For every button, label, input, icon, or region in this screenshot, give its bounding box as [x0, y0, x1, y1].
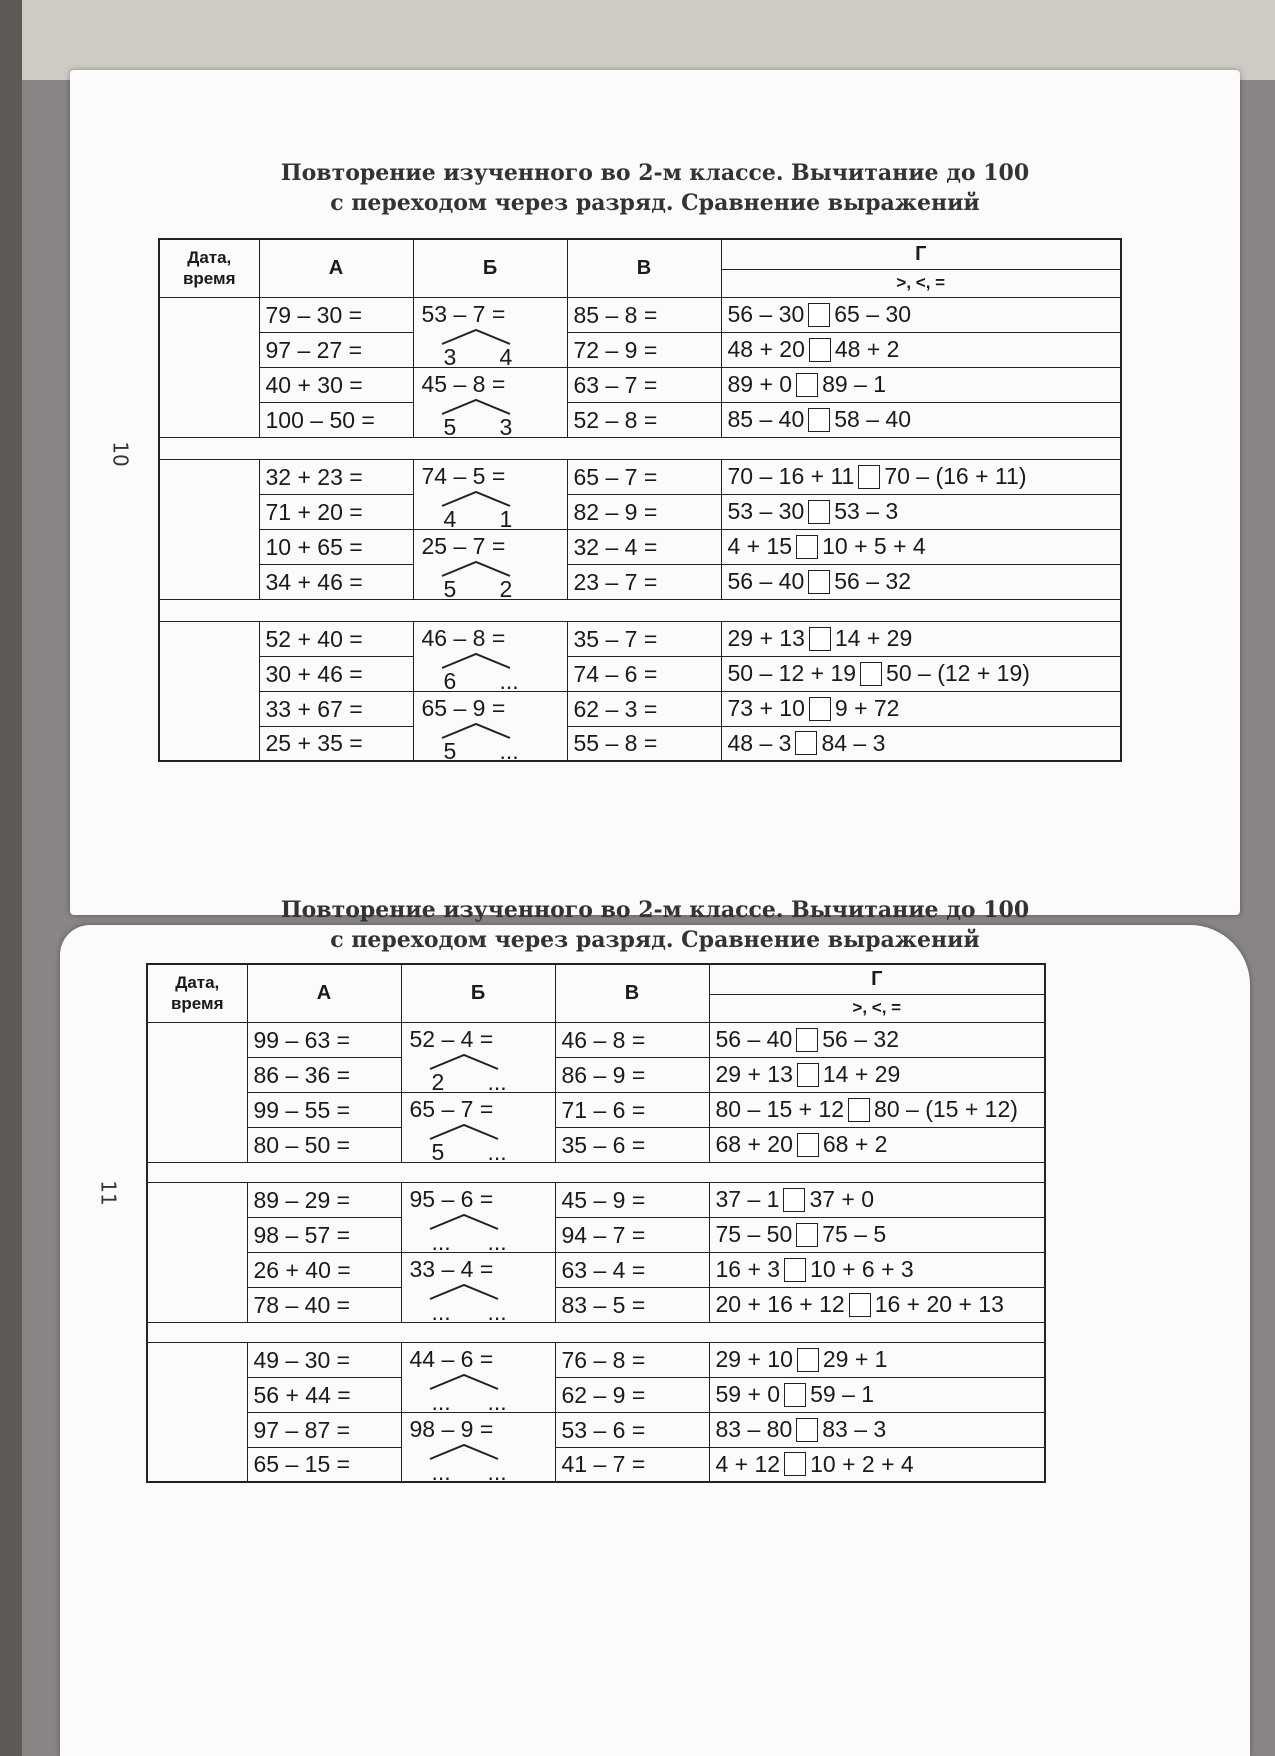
exercise-g-compare: [721, 691, 1121, 726]
comparison-answer-box[interactable]: [809, 627, 831, 651]
decomposition-right: ...: [499, 737, 519, 764]
comparison-left: 37 – 1: [715, 1186, 780, 1212]
exercise-b-decomposition[interactable]: [401, 1342, 555, 1415]
header-col-a: А: [247, 964, 401, 1022]
exercise-b-expression: 53 – 7 =: [421, 300, 506, 327]
exercise-g-compare: [721, 656, 1121, 691]
comparison-answer-box[interactable]: [784, 1452, 806, 1476]
header-col-g: Г: [709, 964, 1045, 994]
exercise-a[interactable]: 33 + 67 =: [259, 691, 413, 726]
header-date-label: Дата,: [187, 248, 232, 268]
table-row: [147, 1377, 1045, 1412]
exercise-a[interactable]: 56 + 44 =: [247, 1377, 401, 1412]
exercise-b-expression: 74 – 5 =: [421, 462, 506, 489]
decomposition-right: ...: [487, 1298, 507, 1325]
table-row: [147, 1057, 1045, 1092]
exercise-v[interactable]: 65 – 7 =: [567, 459, 721, 494]
decomposition-left: 5: [443, 575, 457, 602]
comparison: [716, 1131, 1045, 1158]
comparison-answer-box[interactable]: [848, 1098, 870, 1122]
comparison: [728, 301, 1121, 328]
comparison-answer-box[interactable]: [784, 1383, 806, 1407]
exercise-v[interactable]: 55 – 8 =: [567, 726, 721, 761]
exercise-v[interactable]: 62 – 9 =: [555, 1377, 709, 1412]
exercise-a[interactable]: 65 – 15 =: [247, 1447, 401, 1482]
header-time-label: время: [182, 269, 236, 289]
comparison-right: 10 + 6 + 3: [810, 1256, 914, 1282]
comparison: [716, 1291, 1045, 1318]
table-row: [159, 656, 1121, 691]
decomposition-left: 6: [443, 667, 457, 694]
table-row: [159, 621, 1121, 656]
exercise-b-expression: 65 – 9 =: [421, 694, 506, 721]
exercise-v[interactable]: 45 – 9 =: [555, 1182, 709, 1217]
table-row: [147, 1342, 1045, 1377]
comparison-right: 56 – 32: [834, 568, 911, 594]
decomposition-right: 2: [499, 575, 513, 602]
exercise-g-compare: [721, 332, 1121, 367]
page-10: [70, 70, 1240, 915]
comparison-left: 16 + 3: [715, 1256, 781, 1282]
exercise-g-compare: [709, 1217, 1045, 1252]
title-line-2: с переходом через разряд. Сравнение выражений: [330, 190, 980, 216]
comparison-left: 85 – 40: [727, 406, 805, 432]
table-row: [147, 1447, 1045, 1482]
table-row: [147, 1412, 1045, 1447]
exercise-b-decomposition[interactable]: [401, 1022, 555, 1095]
comparison: [728, 406, 1121, 433]
book-spine-edge: [0, 0, 22, 1756]
table-row: [147, 1252, 1045, 1287]
exercise-v[interactable]: 63 – 4 =: [555, 1252, 709, 1287]
block-separator: [147, 1162, 1045, 1182]
comparison: [716, 1256, 1045, 1283]
comparison-left: 56 – 40: [715, 1026, 793, 1052]
exercise-a[interactable]: 86 – 36 =: [247, 1057, 401, 1092]
comparison-right: 58 – 40: [834, 406, 911, 432]
comparison-left: 75 – 50: [715, 1221, 793, 1247]
comparison: [716, 1186, 1045, 1213]
exercise-a[interactable]: 40 + 30 =: [259, 367, 413, 402]
date-time-cell[interactable]: [147, 1182, 247, 1322]
comparison-answer-box[interactable]: [796, 1028, 818, 1052]
exercise-g-compare: [721, 726, 1121, 761]
exercise-a[interactable]: 25 + 35 =: [259, 726, 413, 761]
exercise-g-compare: [709, 1022, 1045, 1057]
exercise-b-expression: 44 – 6 =: [409, 1345, 494, 1372]
header-col-v: В: [555, 964, 709, 1022]
date-time-cell[interactable]: [159, 621, 259, 761]
exercise-a[interactable]: 49 – 30 =: [247, 1342, 401, 1377]
exercise-v[interactable]: 71 – 6 =: [555, 1092, 709, 1127]
header-col-b: Б: [401, 964, 555, 1022]
exercise-g-compare: [709, 1182, 1045, 1217]
exercise-table: [158, 238, 1122, 762]
comparison-left: 70 – 16 + 11: [727, 463, 855, 489]
table-row: [159, 332, 1121, 367]
comparison-answer-box[interactable]: [849, 1293, 871, 1317]
exercise-b-decomposition[interactable]: [413, 297, 567, 370]
table-row: [147, 1127, 1045, 1162]
comparison-right: 50 – (12 + 19): [886, 660, 1030, 686]
exercise-g-compare: [721, 494, 1121, 529]
exercise-a[interactable]: 79 – 30 =: [259, 297, 413, 332]
comparison-right: 56 – 32: [822, 1026, 899, 1052]
comparison-answer-box[interactable]: [860, 662, 882, 686]
comparison: [716, 1346, 1045, 1373]
exercise-v[interactable]: 46 – 8 =: [555, 1022, 709, 1057]
exercise-v[interactable]: 83 – 5 =: [555, 1287, 709, 1322]
exercise-b-decomposition[interactable]: [401, 1182, 555, 1255]
comparison: [716, 1061, 1045, 1088]
exercise-b-expression: 33 – 4 =: [409, 1255, 494, 1282]
exercise-a[interactable]: 34 + 46 =: [259, 564, 413, 599]
exercise-v[interactable]: 74 – 6 =: [567, 656, 721, 691]
separator-cell: [147, 1322, 1045, 1342]
header-comparison-symbols: >, <, =: [721, 269, 1121, 297]
page-11: [60, 897, 1250, 1756]
table-row: [159, 367, 1121, 402]
header-date-label: Дата,: [175, 973, 220, 993]
exercise-g-compare: [709, 1127, 1045, 1162]
decomposition-right: ...: [499, 667, 519, 694]
comparison-right: 68 + 2: [822, 1131, 888, 1157]
exercise-a[interactable]: 100 – 50 =: [259, 402, 413, 437]
comparison: [728, 371, 1121, 398]
exercise-g-compare: [709, 1252, 1045, 1287]
table-row: [159, 402, 1121, 437]
comparison-answer-box[interactable]: [808, 408, 830, 432]
exercise-v[interactable]: 62 – 3 =: [567, 691, 721, 726]
exercise-v[interactable]: 23 – 7 =: [567, 564, 721, 599]
header-col-g: Г: [721, 239, 1121, 269]
comparison-right: 53 – 3: [834, 498, 899, 524]
header-time-label: время: [170, 994, 224, 1014]
comparison: [716, 1381, 1045, 1408]
comparison-left: 29 + 13: [715, 1061, 793, 1087]
comparison-answer-box[interactable]: [795, 731, 817, 755]
table-row: [147, 1287, 1045, 1322]
exercise-g-compare: [709, 1287, 1045, 1322]
comparison-left: 56 – 30: [727, 301, 805, 327]
comparison-right: 84 – 3: [821, 729, 886, 756]
comparison-right: 70 – (16 + 11): [884, 463, 1027, 489]
exercise-g-compare: [721, 297, 1121, 332]
exercise-a[interactable]: 99 – 63 =: [247, 1022, 401, 1057]
exercise-a[interactable]: 99 – 55 =: [247, 1092, 401, 1127]
comparison-left: 29 + 10: [715, 1346, 793, 1372]
comparison-right: 10 + 5 + 4: [822, 533, 926, 559]
exercise-a[interactable]: 78 – 40 =: [247, 1287, 401, 1322]
comparison: [728, 463, 1121, 490]
exercise-v[interactable]: 52 – 8 =: [567, 402, 721, 437]
comparison-answer-box[interactable]: [797, 1063, 819, 1087]
table-row: [159, 494, 1121, 529]
comparison-left: 4 + 12: [715, 1450, 781, 1477]
table-row: [159, 564, 1121, 599]
comparison-left: 80 – 15 + 12: [715, 1096, 845, 1122]
comparison: [728, 625, 1121, 652]
comparison: [716, 1096, 1045, 1123]
exercise-a[interactable]: 97 – 27 =: [259, 332, 413, 367]
separator-cell: [159, 599, 1121, 621]
exercise-a[interactable]: 80 – 50 =: [247, 1127, 401, 1162]
decomposition-right: ...: [487, 1388, 507, 1415]
comparison: [716, 1451, 1045, 1478]
comparison-answer-box[interactable]: [797, 1133, 819, 1157]
exercise-v[interactable]: 41 – 7 =: [555, 1447, 709, 1482]
exercise-a[interactable]: 97 – 87 =: [247, 1412, 401, 1447]
comparison-answer-box[interactable]: [808, 570, 830, 594]
exercise-b-expression: 65 – 7 =: [409, 1095, 494, 1122]
table-row: [159, 726, 1121, 761]
header-row: [159, 239, 1121, 269]
comparison-right: 9 + 72: [834, 695, 900, 721]
comparison-right: 80 – (15 + 12): [874, 1096, 1018, 1122]
exercise-g-compare: [721, 459, 1121, 494]
table-row: [147, 1092, 1045, 1127]
comparison-right: 16 + 20 + 13: [874, 1291, 1004, 1317]
comparison-answer-box[interactable]: [808, 500, 830, 524]
exercise-a[interactable]: 89 – 29 =: [247, 1182, 401, 1217]
exercise-a[interactable]: 98 – 57 =: [247, 1217, 401, 1252]
exercise-b-decomposition[interactable]: [401, 1092, 555, 1165]
page-title: [60, 895, 1250, 955]
comparison-left: 59 + 0: [715, 1381, 781, 1407]
date-time-cell[interactable]: [159, 459, 259, 599]
table-row: [159, 691, 1121, 726]
decomposition-left: ...: [431, 1388, 451, 1415]
comparison-answer-box[interactable]: [796, 1223, 818, 1247]
exercise-v[interactable]: 35 – 6 =: [555, 1127, 709, 1162]
comparison-answer-box[interactable]: [808, 303, 830, 327]
exercise-g-compare: [721, 621, 1121, 656]
exercise-g-compare: [709, 1377, 1045, 1412]
exercise-b-expression: 45 – 8 =: [421, 370, 506, 397]
block-separator: [159, 437, 1121, 459]
comparison-left: 29 + 13: [727, 625, 805, 651]
comparison-right: 29 + 1: [822, 1346, 888, 1372]
title-line-1: Повторение изученного во 2-м классе. Вычитание до 100: [280, 897, 1030, 923]
title-line-1: Повторение изученного во 2-м классе. Вычитание до 100: [280, 160, 1030, 186]
decomposition-left: 5: [431, 1138, 445, 1165]
decomposition-left: 4: [443, 505, 457, 532]
decomposition-left: ...: [431, 1458, 451, 1485]
comparison-left: 4 + 15: [727, 533, 793, 559]
header-date: [147, 964, 247, 1022]
decomposition-left: ...: [431, 1228, 451, 1255]
comparison-answer-box[interactable]: [796, 1418, 818, 1442]
exercise-a[interactable]: 26 + 40 =: [247, 1252, 401, 1287]
decomposition-left: ...: [431, 1298, 451, 1325]
comparison-right: 48 + 2: [834, 336, 900, 362]
comparison-answer-box[interactable]: [809, 338, 831, 362]
table-row: [159, 529, 1121, 564]
decomposition-right: ...: [487, 1228, 507, 1255]
exercise-v[interactable]: 94 – 7 =: [555, 1217, 709, 1252]
exercise-a[interactable]: 32 + 23 =: [259, 459, 413, 494]
separator-cell: [159, 437, 1121, 459]
exercise-b-decomposition[interactable]: [413, 529, 567, 602]
page-number: 11: [96, 1180, 121, 1206]
exercise-a[interactable]: 71 + 20 =: [259, 494, 413, 529]
table-row: [159, 297, 1121, 332]
comparison-answer-box[interactable]: [796, 373, 818, 397]
decomposition-right: ...: [487, 1138, 507, 1165]
comparison-answer-box[interactable]: [809, 697, 831, 721]
block-separator: [159, 599, 1121, 621]
exercise-b-decomposition[interactable]: [401, 1412, 555, 1485]
comparison-left: 89 + 0: [727, 371, 793, 397]
decomposition-right: 3: [499, 413, 513, 440]
exercise-g-compare: [721, 564, 1121, 599]
separator-cell: [147, 1162, 1045, 1182]
comparison-right: 59 – 1: [810, 1381, 875, 1407]
exercise-b-decomposition[interactable]: [413, 691, 567, 764]
exercise-b-expression: 95 – 6 =: [409, 1185, 494, 1212]
exercise-v[interactable]: 32 – 4 =: [567, 529, 721, 564]
comparison-left: 48 – 3: [727, 729, 792, 756]
header-col-a: А: [259, 239, 413, 297]
comparison-answer-box[interactable]: [796, 535, 818, 559]
decomposition-right: 1: [499, 505, 513, 532]
table-row: [147, 1217, 1045, 1252]
exercise-g-compare: [709, 1412, 1045, 1447]
header-row: [147, 964, 1045, 994]
comparison: [728, 533, 1121, 560]
exercise-v[interactable]: 85 – 8 =: [567, 297, 721, 332]
date-time-cell[interactable]: [159, 297, 259, 437]
exercise-b-decomposition[interactable]: [413, 367, 567, 440]
exercise-b-expression: 46 – 8 =: [421, 624, 506, 651]
decomposition-left: 5: [443, 413, 457, 440]
header-comparison-symbols: >, <, =: [709, 994, 1045, 1022]
comparison-answer-box[interactable]: [784, 1258, 806, 1282]
exercise-g-compare: [709, 1447, 1045, 1482]
comparison: [728, 660, 1121, 687]
decomposition-left: 2: [431, 1068, 445, 1095]
comparison-left: 68 + 20: [715, 1131, 793, 1157]
comparison-right: 10 + 2 + 4: [810, 1450, 914, 1477]
comparison-right: 14 + 29: [834, 625, 913, 651]
comparison: [716, 1026, 1045, 1053]
exercise-v[interactable]: 63 – 7 =: [567, 367, 721, 402]
comparison-left: 83 – 80: [715, 1416, 793, 1442]
exercise-b-decomposition[interactable]: [401, 1252, 555, 1325]
decomposition-right: ...: [487, 1458, 507, 1485]
comparison-right: 37 + 0: [809, 1186, 875, 1212]
scanner-background: [0, 0, 1275, 80]
exercise-a[interactable]: 30 + 46 =: [259, 656, 413, 691]
exercise-table: [146, 963, 1046, 1483]
comparison-answer-box[interactable]: [783, 1188, 805, 1212]
comparison: [728, 568, 1121, 595]
exercise-v[interactable]: 76 – 8 =: [555, 1342, 709, 1377]
exercise-v[interactable]: 82 – 9 =: [567, 494, 721, 529]
comparison-left: 20 + 16 + 12: [715, 1291, 845, 1317]
header-col-b: Б: [413, 239, 567, 297]
decomposition-right: ...: [487, 1068, 507, 1095]
comparison: [716, 1416, 1045, 1443]
exercise-g-compare: [709, 1057, 1045, 1092]
exercise-v[interactable]: 35 – 7 =: [567, 621, 721, 656]
exercise-g-compare: [709, 1092, 1045, 1127]
comparison-right: 89 – 1: [822, 371, 887, 397]
exercise-a[interactable]: 10 + 65 =: [259, 529, 413, 564]
exercise-v[interactable]: 53 – 6 =: [555, 1412, 709, 1447]
title-line-2: с переходом через разряд. Сравнение выражений: [330, 927, 980, 953]
exercise-b-decomposition[interactable]: [413, 621, 567, 694]
exercise-g-compare: [709, 1342, 1045, 1377]
table-row: [147, 1022, 1045, 1057]
exercise-b-expression: 52 – 4 =: [409, 1025, 494, 1052]
block-separator: [147, 1322, 1045, 1342]
header-col-v: В: [567, 239, 721, 297]
date-time-cell[interactable]: [147, 1342, 247, 1482]
comparison: [728, 695, 1121, 722]
exercise-a[interactable]: 52 + 40 =: [259, 621, 413, 656]
date-time-cell[interactable]: [147, 1022, 247, 1162]
exercise-g-compare: [721, 402, 1121, 437]
exercise-b-expression: 98 – 9 =: [409, 1415, 494, 1442]
comparison: [716, 1221, 1045, 1248]
comparison-answer-box[interactable]: [858, 465, 880, 489]
comparison-right: 14 + 29: [822, 1061, 901, 1087]
comparison-left: 53 – 30: [727, 498, 805, 524]
comparison: [728, 498, 1121, 525]
comparison: [728, 336, 1121, 363]
page-title: [70, 158, 1240, 218]
table-row: [147, 1182, 1045, 1217]
decomposition-left: 5: [443, 737, 457, 764]
exercise-g-compare: [721, 367, 1121, 402]
table-row: [159, 459, 1121, 494]
exercise-g-compare: [721, 529, 1121, 564]
page-number: 10: [108, 441, 133, 467]
decomposition-right: 4: [499, 343, 513, 370]
comparison: [728, 730, 1121, 757]
comparison-answer-box[interactable]: [797, 1348, 819, 1372]
comparison-right: 75 – 5: [822, 1221, 887, 1247]
header-date: [159, 239, 259, 297]
comparison-right: 83 – 3: [822, 1416, 887, 1442]
comparison-left: 56 – 40: [727, 568, 805, 594]
comparison-left: 48 + 20: [727, 336, 805, 362]
comparison-right: 65 – 30: [834, 301, 911, 327]
exercise-v[interactable]: 72 – 9 =: [567, 332, 721, 367]
decomposition-left: 3: [443, 343, 457, 370]
exercise-b-decomposition[interactable]: [413, 459, 567, 532]
comparison-left: 50 – 12 + 19: [727, 660, 857, 686]
comparison-left: 73 + 10: [727, 695, 805, 721]
exercise-v[interactable]: 86 – 9 =: [555, 1057, 709, 1092]
exercise-b-expression: 25 – 7 =: [421, 532, 506, 559]
